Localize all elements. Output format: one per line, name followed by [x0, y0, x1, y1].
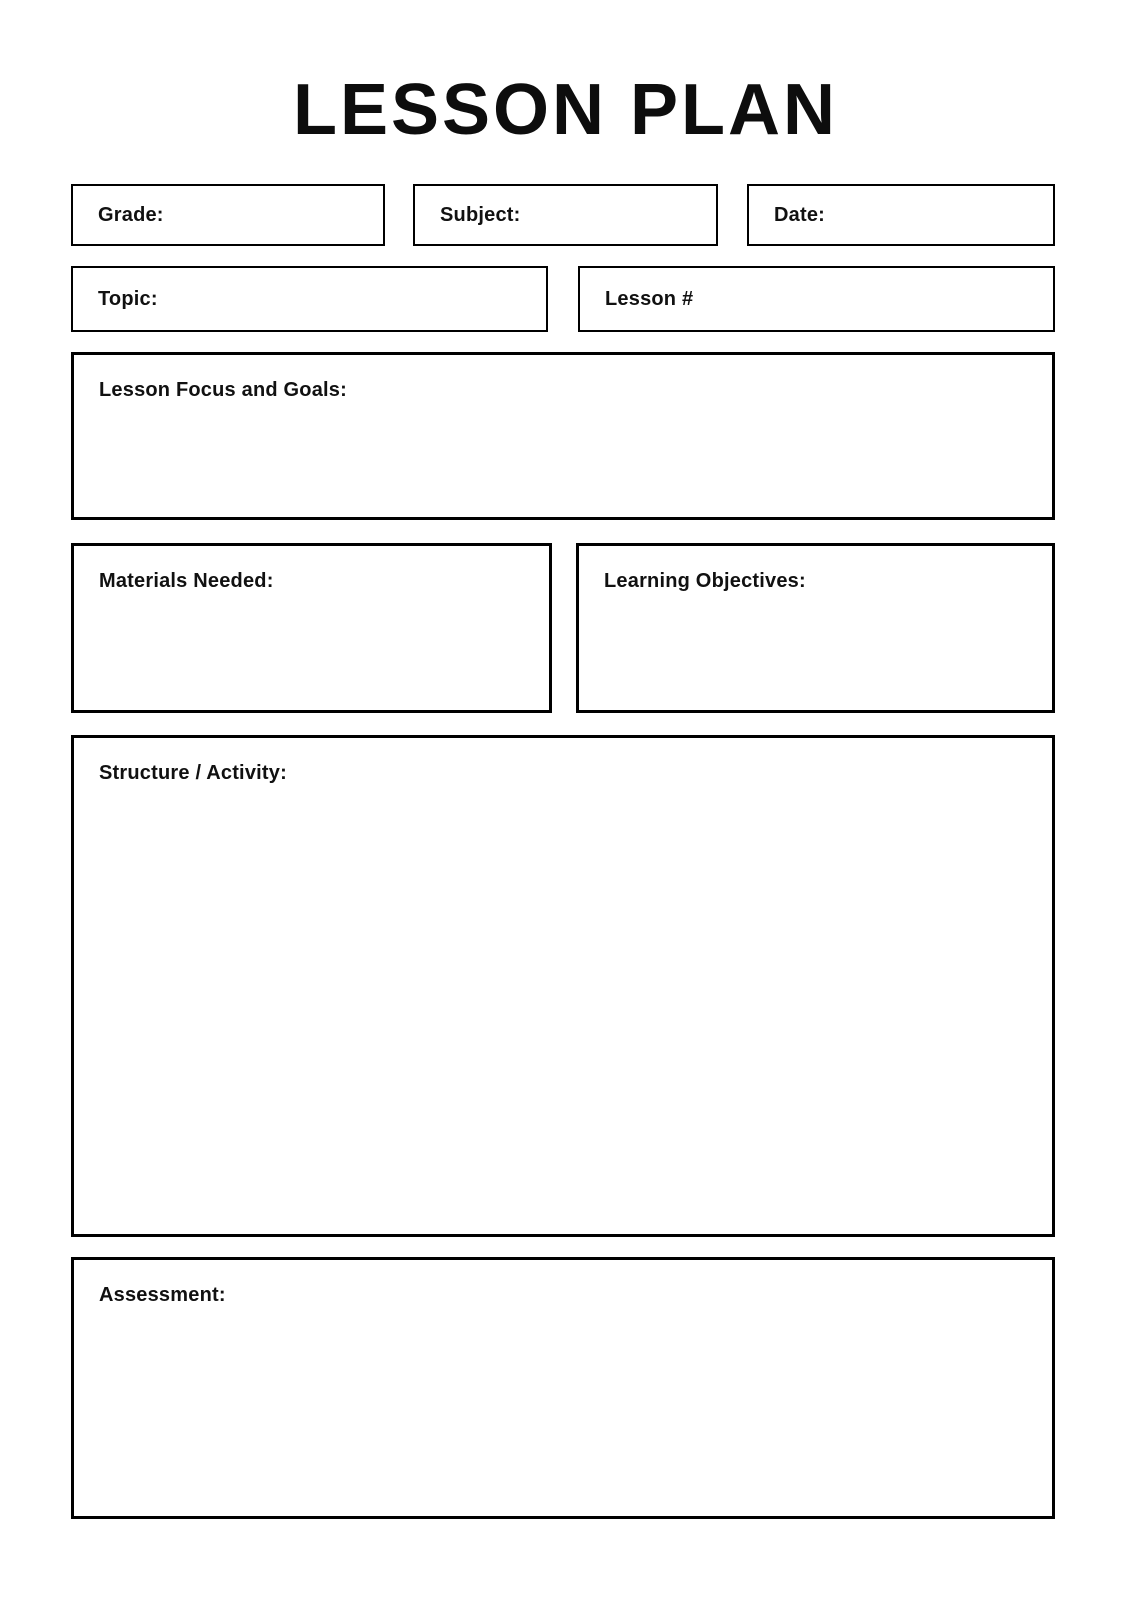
lesson-focus-field[interactable]: [71, 352, 1055, 520]
lesson-number-field[interactable]: [578, 266, 1055, 332]
structure-activity-label: Structure / Activity:: [99, 762, 287, 784]
learning-objectives-field[interactable]: [576, 543, 1055, 713]
assessment-label: Assessment:: [99, 1284, 226, 1306]
grade-input-area[interactable]: [164, 186, 383, 244]
structure-activity-input-area[interactable]: [99, 785, 1027, 1210]
subject-field[interactable]: [413, 184, 718, 246]
assessment-field[interactable]: [71, 1257, 1055, 1519]
assessment-input-area[interactable]: [99, 1307, 1027, 1492]
topic-input-area[interactable]: [158, 268, 546, 330]
lesson-focus-input-area[interactable]: [99, 402, 1027, 493]
learning-objectives-label: Learning Objectives:: [604, 570, 806, 592]
grade-field[interactable]: [71, 184, 385, 246]
page-title: LESSON PLAN: [292, 70, 839, 150]
subject-input-area[interactable]: [521, 186, 717, 244]
materials-needed-input-area[interactable]: [99, 593, 524, 686]
lesson-number-input-area[interactable]: [693, 268, 1053, 330]
materials-needed-label: Materials Needed:: [99, 570, 274, 592]
subject-label: Subject:: [440, 203, 521, 226]
lesson-number-label: Lesson #: [605, 287, 694, 310]
date-field[interactable]: [747, 184, 1055, 246]
topic-label: Topic:: [98, 287, 158, 310]
learning-objectives-input-area[interactable]: [604, 593, 1027, 686]
date-input-area[interactable]: [825, 186, 1053, 244]
structure-activity-field[interactable]: [71, 735, 1055, 1237]
grade-label: Grade:: [98, 203, 164, 226]
topic-field[interactable]: [71, 266, 548, 332]
date-label: Date:: [774, 203, 826, 226]
materials-needed-field[interactable]: [71, 543, 552, 713]
lesson-focus-label: Lesson Focus and Goals:: [99, 379, 347, 401]
